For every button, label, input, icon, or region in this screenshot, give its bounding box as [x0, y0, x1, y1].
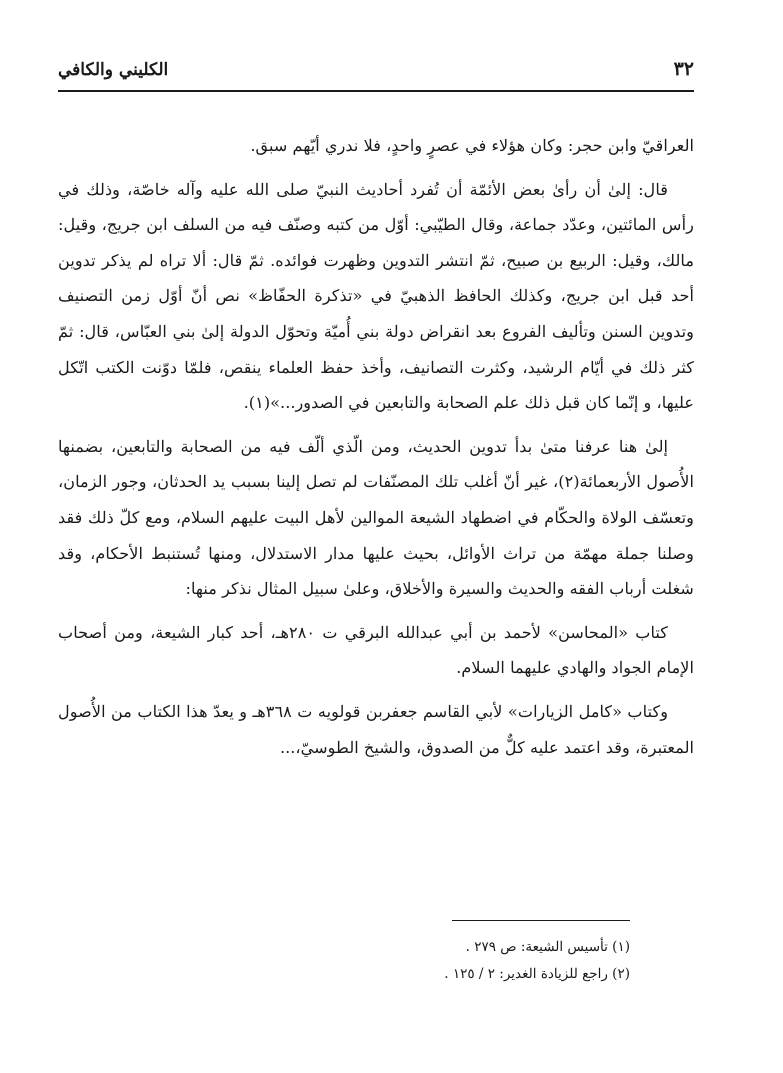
footnotes — [230, 934, 630, 988]
footnote-2: (٢) راجع للزيادة الغدير: ٢ / ١٢٥ . — [444, 966, 630, 982]
paragraph-4: كتاب «المحاسن» لأحمد بن أبي عبدالله البرقي ت ٢٨٠هـ، أحد كبار الشيعة، ومن أصحاب الإمام الجواد والهادي عليهما السلام. — [58, 622, 694, 678]
paragraph-3: إلىٰ هنا عرفنا متىٰ بدأ تدوين الحديث، ومن الّذي ألّف فيه من الصحابة والتابعين، بضمنها الأُصول الأربعمائة(٢)، غير أنّ أغلب تلك المصنّفات لم تصل إلينا بسبب يد الحدثان، وجور الزمان، وتعسّف الولاة والحكّام في اضطهاد الشيعة الموالين لأهل البيت عليهم السلام، ومع كلّ ذلك فقد وصلنا جملة مهمّة من تراث الأوائل، بحيث عليها مدار الاستدلال، ومنها تُستنبط الأحكام، وقد شغلت أرباب الفقه والحديث والسيرة والأخلاق، وعلىٰ سبيل المثال نذكر منها: — [58, 436, 694, 599]
paragraph-2: قال: إلىٰ أن رأىٰ بعض الأئمّة أن تُفرد أحاديث النبيّ صلى الله عليه وآله خاصّة، وذلك في رأس المائتين، وعدّد جماعة، وقال الطيّبي: أوّل من كتبه وصنّف فيه من السلف ابن جريج، وقيل: مالك، وقيل: الربيع بن صبيح، ثمّ انتشر التدوين وظهرت فوائده. ثمّ قال: ألا تراه لم يذكر تدوين أحد قبل ابن جريج، وكذلك الحافظ الذهبيّ في «تذكرة الحفّاظ» نص أنّ أوّل زمن التصنيف وتدوين السنن وتأليف الفروع بعد انقراض دولة بني أُميّة وتحوّل الدولة إلىٰ بني العبّاس، قال: ثمّ كثر ذلك في أيّام الرشيد، وكثرت التصانيف، وأخذ حفظ العلماء ينقص، فلمّا دوّنت الكتب اتّكل عليها، و إنّما كان قبل ذلك علم الصحابة والتابعين في الصدور...»(١). — [58, 179, 694, 413]
paragraph-1: العراقيّ وابن حجر: وكان هؤلاء في عصرٍ واحدٍ، فلا ندري أيّهم سبق. — [250, 136, 694, 155]
page-number: ٣٢ — [673, 58, 694, 80]
paragraph-5: وكتاب «كامل الزيارات» لأبي القاسم جعفربن قولويه ت ٣٦٨هـ و يعدّ هذا الكتاب من الأُصول المعتبرة، وقد اعتمد عليه كلٌّ من الصدوق، والشيخ الطوسيّ،... — [58, 701, 694, 757]
page-header — [58, 54, 694, 88]
footnote-rule — [452, 920, 630, 921]
running-title: الكليني والكافي — [58, 60, 169, 80]
footnote-1: (١) تأسيس الشيعة: ص ٢٧٩ . — [465, 939, 630, 955]
main-text — [58, 128, 694, 773]
header-rule — [58, 90, 694, 92]
